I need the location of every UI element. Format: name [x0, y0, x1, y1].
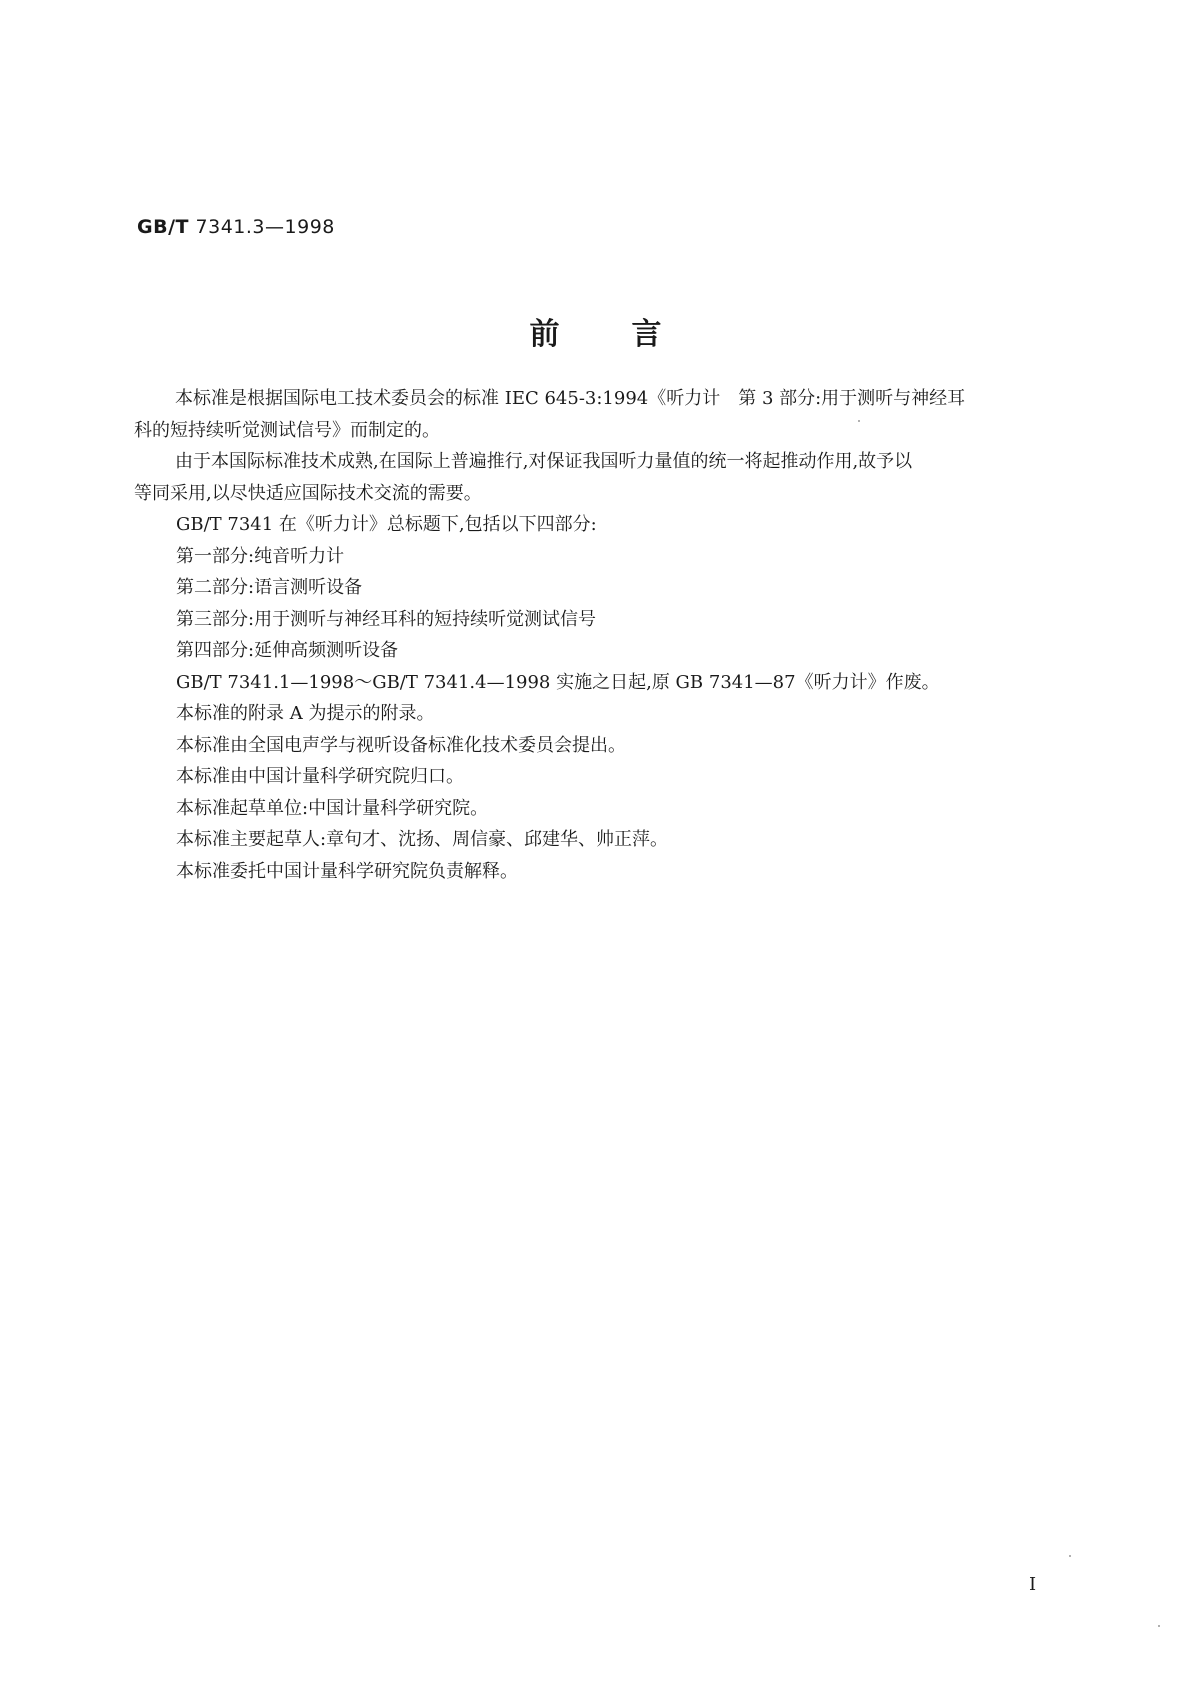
scan-speck — [1069, 1555, 1071, 1557]
paragraph-proposer: 本标准由全国电声学与视听设备标准化技术委员会提出。 — [176, 734, 626, 756]
foreword-body — [134, 383, 1056, 887]
paragraph-supersession: GB/T 7341.1—1998～GB/T 7341.4—1998 实施之日起,原 GB 7341—87《听力计》作废。 — [176, 671, 940, 693]
paragraph-administrator: 本标准由中国计量科学研究院归口。 — [176, 766, 464, 787]
scan-speck — [1158, 1625, 1160, 1627]
standard-code: 7341.3—1998 — [195, 216, 335, 238]
paragraph-part-1: 第一部分:纯音听力计 — [176, 545, 345, 567]
paragraph-annex: 本标准的附录 A 为提示的附录。 — [176, 703, 435, 724]
page-title: 前言 — [529, 317, 734, 352]
paragraph-part-2: 第二部分:语言测听设备 — [176, 577, 363, 598]
paragraph-part-3: 第三部分:用于测听与神经耳科的短持续听觉测试信号 — [176, 608, 597, 630]
paragraph-line: 等同采用,以尽快适应国际技术交流的需要。 — [134, 482, 482, 504]
standard-prefix: GB/T — [137, 216, 189, 238]
paragraph-drafting-unit: 本标准起草单位:中国计量科学研究院。 — [176, 797, 489, 819]
paragraph-line: 由于本国际标准技术成熟,在国际上普遍推行,对保证我国听力量值的统一将起推动作用,故予以 — [175, 451, 913, 472]
paragraph-line: 本标准是根据国际电工技术委员会的标准 IEC 645-3:1994《听力计 第 3 部分:用于测听与神经耳 — [175, 388, 966, 409]
page-number: I — [1029, 1574, 1037, 1595]
paragraph-line: 科的短持续听觉测试信号》而制定的。 — [134, 419, 440, 441]
scan-speck — [858, 420, 860, 422]
paragraph-drafters: 本标准主要起草人:章句才、沈扬、周信豪、邱建华、帅正萍。 — [176, 829, 669, 850]
paragraph-series-intro: GB/T 7341 在《听力计》总标题下,包括以下四部分: — [176, 514, 597, 535]
standard-number — [137, 216, 335, 238]
paragraph-part-4: 第四部分:延伸高频测听设备 — [176, 640, 399, 661]
paragraph-basis — [134, 383, 1056, 446]
paragraph-interpretation: 本标准委托中国计量科学研究院负责解释。 — [176, 860, 518, 882]
paragraph-rationale — [134, 446, 1056, 509]
